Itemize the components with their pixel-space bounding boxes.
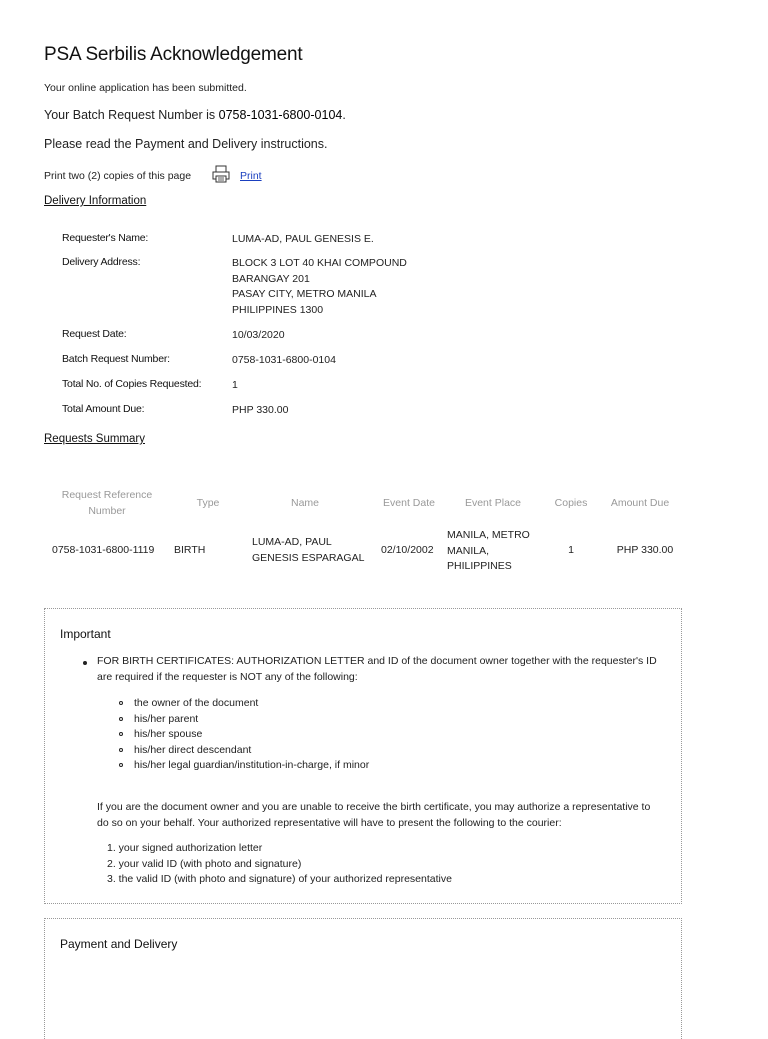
printer-icon[interactable] [212,165,230,183]
batch-label: Batch Request Number: [62,353,170,365]
batch-number-prefix: Your Batch Request Number is [44,108,219,122]
amount-label: Total Amount Due: [62,403,145,415]
bullet-circle-icon [119,717,123,721]
address-line: PASAY CITY, METRO MANILA [232,288,377,300]
requester-label: Requester's Name: [62,232,149,244]
print-copies-text: Print two (2) copies of this page [44,170,192,182]
list-item: 3. the valid ID (with photo and signature) of your authorized representative [107,873,452,885]
batch-value: 0758-1031-6800-0104 [232,354,336,366]
list-item: the owner of the document [134,697,259,709]
cell-amount: PHP 330.00 [616,544,674,556]
requests-summary-heading[interactable]: Requests Summary [44,433,145,445]
copies-label: Total No. of Copies Requested: [62,378,202,390]
important-heading: Important [60,627,111,641]
important-bullet-line: are required if the requester is NOT any of the following: [97,670,358,683]
paragraph-line: do so on your behalf. Your authorized representative will have to present the following to the courier: [97,816,562,829]
copies-value: 1 [232,379,238,391]
bullet-circle-icon [119,732,123,736]
list-item: his/her direct descendant [134,744,252,756]
bullet-circle-icon [119,763,123,767]
numbered-list [107,841,452,888]
column-header: Name [290,497,319,509]
read-instructions-message: Please read the Payment and Delivery instructions. [44,137,328,151]
column-header-line: Number [88,504,126,517]
list-item: his/her spouse [134,728,203,740]
important-box [44,608,682,904]
request-date-value: 10/03/2020 [232,329,285,341]
list-item: 1. your signed authorization letter [107,842,263,854]
list-item: 2. your valid ID (with photo and signature) [107,857,302,870]
cell-place-line: PHILIPPINES [447,560,512,572]
amount-value: PHP 330.00 [232,404,289,416]
print-link[interactable]: Print [240,170,262,182]
column-header: Type [196,497,220,509]
column-header: Event Date [383,497,435,509]
bullet-circle-icon [119,701,123,705]
cell-name [252,535,364,566]
important-bullet-line: FOR BIRTH CERTIFICATES: AUTHORIZATION LETTER and ID of the document owner together with the requester's ID [97,655,657,667]
page-title: PSA Serbilis Acknowledgement [44,44,303,65]
payment-delivery-box [44,918,682,1039]
cell-copies: 1 [568,544,574,556]
cell-name-line: GENESIS ESPARAGAL [252,551,365,564]
cell-place-line: MANILA, METRO [447,529,530,541]
cell-type: BIRTH [174,544,206,556]
list-item: his/her legal guardian/institution-in-charge, if minor [134,759,370,771]
list-item: his/her parent [134,713,199,725]
address-line: PHILIPPINES 1300 [232,303,324,316]
cell-event-place [447,528,530,575]
address-line: BARANGAY 201 [232,272,310,285]
cell-reference: 0758-1031-6800-1119 [52,544,155,556]
column-header: Amount Due [610,497,670,509]
address-label: Delivery Address: [62,256,141,268]
address-value [232,256,407,318]
column-header: Event Place [464,497,522,509]
address-line: BLOCK 3 LOT 40 KHAI COMPOUND [232,257,407,269]
request-date-label: Request Date: [62,328,127,340]
column-header: Copies [554,497,588,509]
authorization-paragraph [97,800,650,831]
payment-delivery-heading: Payment and Delivery [60,937,178,951]
important-bullet [97,654,657,685]
batch-number-suffix: . [342,108,346,122]
cell-place-line: MANILA, [447,544,490,557]
batch-number-message [44,108,346,122]
paragraph-line: If you are the document owner and you are unable to receive the birth certificate, you may authorize a representative to [97,801,651,813]
delivery-information-heading[interactable]: Delivery Information [44,195,147,207]
column-header [48,488,166,519]
requester-value: LUMA-AD, PAUL GENESIS E. [232,233,374,245]
cell-event-date: 02/10/2002 [381,544,434,556]
cell-name-line: LUMA-AD, PAUL [252,536,332,548]
bullet-circle-icon [119,748,123,752]
batch-number-value: 0758-1031-6800-0104 [218,108,343,122]
submitted-message: Your online application has been submitted. [44,82,247,94]
bullet-dot-icon [83,661,87,665]
column-header-line: Request Reference [61,489,153,501]
